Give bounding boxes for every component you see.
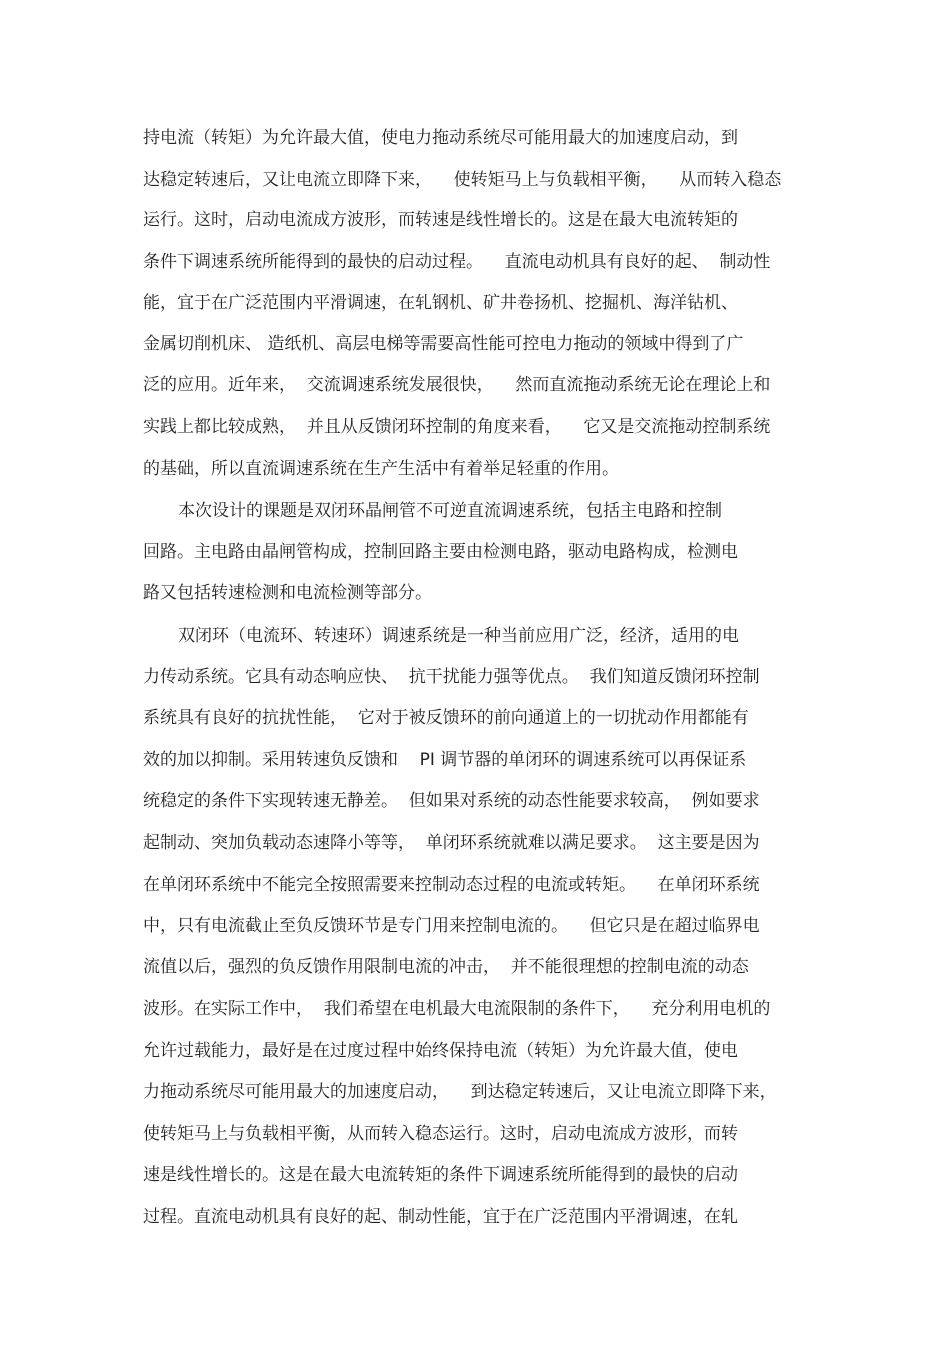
text-line: 在单闭环系统中不能完全按照需要来控制动态过程的电流或转矩。 在单闭环系统 [143, 875, 760, 895]
text-line: 能，宜于在广泛范围内平滑调速，在轧钢机、矿井卷扬机、挖掘机、海洋钻机、 [143, 293, 738, 313]
text-line: 实践上都比较成熟， 并且从反馈闭环控制的角度来看， 它又是交流拖动控制系统 [143, 417, 771, 437]
text-line: 运行。这时，启动电流成方波形，而转速是线性增长的。这是在最大电流转矩的 [143, 210, 738, 230]
text-line: 力传动系统。它具有动态响应快、 抗干扰能力强等优点。 我们知道反馈闭环控制 [143, 667, 760, 687]
text-line: 使转矩马上与负载相平衡，从而转入稳态运行。这时，启动电流成方波形，而转 [143, 1124, 738, 1144]
text-line: 系统具有良好的抗扰性能， 它对于被反馈环的前向通道上的一切扰动作用都能有 [143, 708, 749, 728]
text-line: 双闭环（电流环、转速环）调速系统是一种当前应用广泛，经济，适用的电 [178, 626, 739, 646]
text-line: 流值以后，强烈的负反馈作用限制电流的冲击， 并不能很理想的控制电流的动态 [143, 957, 749, 977]
text-line: 中，只有电流截止至负反馈环节是专门用来控制电流的。 但它只是在超过临界电 [143, 916, 760, 936]
text-line: 路又包括转速检测和电流检测等部分。 [143, 583, 432, 603]
text-line: 统稳定的条件下实现转速无静差。 但如果对系统的动态性能要求较高， 例如要求 [143, 791, 760, 811]
text-line: 本次设计的课题是双闭环晶闸管不可逆直流调速系统，包括主电路和控制 [178, 501, 722, 521]
text-line: 速是线性增长的。这是在最大电流转矩的条件下调速系统所能得到的最快的启动 [143, 1165, 738, 1185]
text-line: 过程。直流电动机具有良好的起、制动性能，宜于在广泛范围内平滑调速，在轧 [143, 1207, 738, 1227]
text-line: 的基础，所以直流调速系统在生产生活中有着举足轻重的作用。 [143, 459, 619, 479]
text-line: 条件下调速系统所能得到的最快的启动过程。 直流电动机具有良好的起、 制动性 [143, 252, 771, 272]
text-line: 持电流（转矩）为允许最大值，使电力拖动系统尽可能用最大的加速度启动，到 [143, 128, 738, 148]
text-line: 效的加以抑制。采用转速负反馈和 PI 调节器的单闭环的调速系统可以再保证系 [143, 750, 747, 770]
text-line: 回路。主电路由晶闸管构成，控制回路主要由检测电路，驱动电路构成，检测电 [143, 542, 738, 562]
text-line: 力拖动系统尽可能用最大的加速度启动， 到达稳定转速后，又让电流立即降下来， [143, 1082, 777, 1102]
text-line: 起制动、突加负载动态速降小等等， 单闭环系统就难以满足要求。 这主要是因为 [143, 833, 760, 853]
text-line: 金属切削机床、 造纸机、高层电梯等需要高性能可控电力拖动的领域中得到了广 [143, 334, 744, 354]
text-line: 泛的应用。近年来， 交流调速系统发展很快， 然而直流拖动系统无论在理论上和 [143, 375, 771, 395]
text-line: 波形。在实际工作中， 我们希望在电机最大电流限制的条件下， 充分利用电机的 [143, 999, 771, 1019]
text-line: 达稳定转速后，又让电流立即降下来， 使转矩马上与负载相平衡， 从而转入稳态 [143, 170, 782, 190]
text-line: 允许过载能力，最好是在过度过程中始终保持电流（转矩）为允许最大值，使电 [143, 1041, 738, 1061]
